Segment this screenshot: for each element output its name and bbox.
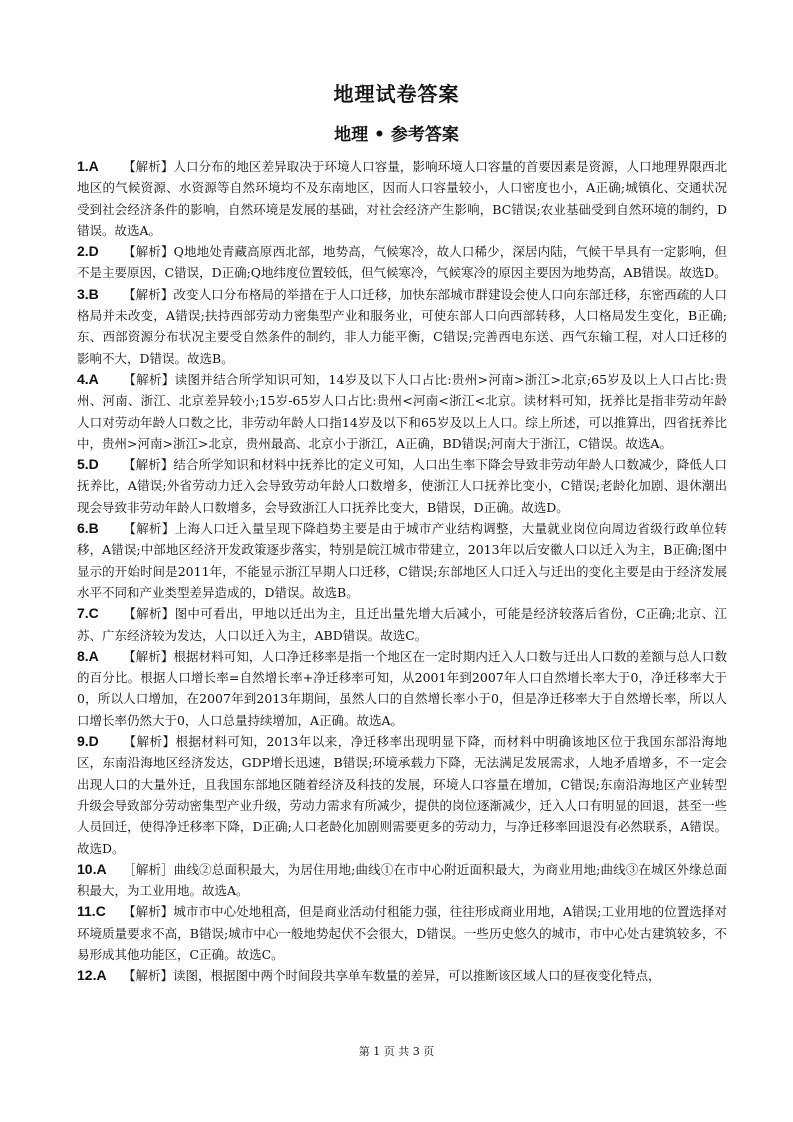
answer-explanation: 【解析】图中可看出，甲地以迁出为主，且迁出量先增大后减小，可能是经济较落后省份，C正确;北京、江苏、广东经济较为发达，人口以迁入为主，ABD错误。故选C。: [77, 606, 727, 643]
answer-explanation: 【解析】城市市中心处地租高，但是商业活动付租能力强，往往形成商业用地，A错误;工业用地的位置选择对环境质量要求不高，B错误;城市中心一般地势起伏不会很大，D错误。一些历史悠久的城市，市中心处古建筑较多，不易形成其他功能区，C正确。故选C。: [77, 904, 727, 962]
answer-item: [77, 156, 727, 241]
answer-number: 11.C: [77, 903, 106, 920]
answer-item: [77, 241, 727, 284]
answer-number: 3.B: [77, 285, 99, 302]
answer-number: 7.C: [77, 605, 99, 622]
answer-explanation: 【解析】改变人口分布格局的举措在于人口迁移，加快东部城市群建设会使人口向东部迁移，东密西疏的人口格局并未改变，A错误;扶持西部劳动力密集型产业和服务业，可使东部人口向西部转移，人口格局发生变化，B正确;东、西部资源分布状况主要受自然条件的制约，非人力能平衡，C错误;完善西电东送、西气东输工程，对人口迁移的影响不大，D错误。故选B。: [77, 286, 727, 366]
answer-explanation: 【解析】上海人口迁入量呈现下降趋势主要是由于城市产业结构调整，大量就业岗位向周边省级行政单位转移，A错误;中部地区经济开发政策逐步落实，特别是皖江城市带建立，2013年以后安徽人口以迁入为主，B正确;图中显示的开始时间是2011年，不能显示浙江早期人口迁移，C错误;东部地区人口迁入与迁出的变化主要是由于经济发展水平不同和产业类型差异造成的，D错误。故选B。: [77, 521, 727, 600]
answer-explanation: 【解析】根据材料可知，2013年以来，净迁移率出现明显下降，而材料中明确该地区位于我国东部沿海地区，东南沿海地区经济发达，GDP增长迅速，B错误;环境承载力下降，无法满足发展需求，人地矛盾增多，不一定会出现人口的大量外迁，且我国东部地区随着经济及科技的发展，环境人口容量在增加，C错误;东南沿海地区产业转型升级会导致部分劳动密集型产业升级，劳动力需求有所减少，提供的岗位逐渐减少，迁入人口有明显的回退，甚至一些人员回迁，使得净迁移率下降，D正确;人口老龄化加剧则需要更多的劳动力，与净迁移率回退没有必然联系，A错误。故选D。: [77, 734, 728, 856]
answer-number: 5.D: [77, 456, 99, 473]
answer-number: 9.D: [77, 733, 99, 750]
page-subtitle: 地理 • 参考答案: [334, 125, 459, 145]
answer-item: [77, 965, 727, 986]
answer-item: [77, 454, 727, 518]
answer-item: [77, 603, 727, 646]
page-title: 地理试卷答案: [333, 82, 460, 106]
answer-explanation: 【解析】读图，根据图中两个时间段共享单车数量的差异，可以推断该区域人口的昼夜变化特点，: [123, 968, 661, 984]
answer-number: 10.A: [77, 860, 107, 877]
answer-item: [77, 284, 727, 369]
answer-number: 8.A: [77, 647, 99, 664]
answer-number: 2.D: [77, 243, 99, 260]
answer-item: [77, 369, 727, 454]
answer-item: [77, 901, 727, 965]
answer-explanation: 【解析】读图并结合所学知识可知，14岁及以下人口占比:贵州>河南>浙江>北京;65岁及以上人口占比:贵州、河南、浙江、北京差异较小;15岁-65岁人口占比:贵州<河南<浙江<北京。读材料可知，抚养比是指非劳动年龄人口对劳动年龄人口数之比，非劳动年龄人口指14岁及以下和65岁及以上人口。综上所述，可以推算出，四省抚养比中，贵州>河南>浙江>北京，贵州最高、北京小于浙江，A正确，BD错误;河南大于浙江，C错误。故选A。: [77, 371, 727, 451]
answer-explanation: 【解析】根据材料可知，人口净迁移率是指一个地区在一定时期内迁入人口数与迁出人口数的差额与总人口数的百分比。根据人口增长率=自然增长率+净迁移率可知，从2001年到2007年人口自然增长率大于0，净迁移率大于0，所以人口增加，在2007年到2013年期间，虽然人口的自然增长率小于0，但是净迁移率大于自然增长率，所以人口增长率仍然大于0，人口总量持续增加，A正确。故选A。: [77, 648, 727, 728]
answer-explanation: 【解析】Q地地处青藏高原西北部，地势高，气候寒冷，故人口稀少，深居内陆，气候干旱具有一定影响，但不是主要原因，C错误，D正确;Q地纬度位置较低，但气候寒冷，气候寒冷的原因主要因为地势高，AB错误。故选D。: [77, 244, 727, 281]
answer-number: 12.A: [77, 967, 107, 984]
answer-item: [77, 646, 727, 731]
page-footer: 第 1 页 共 3 页: [358, 1045, 435, 1058]
answer-number: 4.A: [77, 370, 99, 387]
answer-item: [77, 731, 727, 859]
answer-number: 1.A: [77, 158, 99, 174]
answers-list: [77, 156, 727, 987]
answer-number: 6.B: [77, 520, 99, 537]
answer-explanation: ［解析］曲线②总面积最大，为居住用地;曲线①在市中心附近面积最大，为商业用地;曲线③在城区外缘总面积最大，为工业用地。故选A。: [77, 861, 727, 899]
answer-explanation: 【解析】人口分布的地区差异取决于环境人口容量，影响环境人口容量的首要因素是资源，人口地理界限西北地区的气候资源、水资源等自然环境均不及东南地区，因而人口容量较小，人口密度也小，A正确;城镇化、交通状况受到社会经济条件的影响，自然环境是发展的基础，对社会经济产生影响，BC错误;农业基础受到自然环境的制约，D错误。故选A。: [77, 159, 727, 238]
answer-item: [77, 859, 727, 902]
answer-item: [77, 518, 727, 603]
answer-explanation: 【解析】结合所学知识和材料中抚养比的定义可知，人口出生率下降会导致非劳动年龄人口数减少，降低人口抚养比，A错误;外省劳动力迁入会导致劳动年龄人口数增多，使浙江人口抚养比变小，C错误;老龄化加剧、退休潮出现会导致非劳动年龄人口数增多，会导致浙江人口抚养比变大，B错误，D正确。故选D。: [77, 457, 727, 515]
